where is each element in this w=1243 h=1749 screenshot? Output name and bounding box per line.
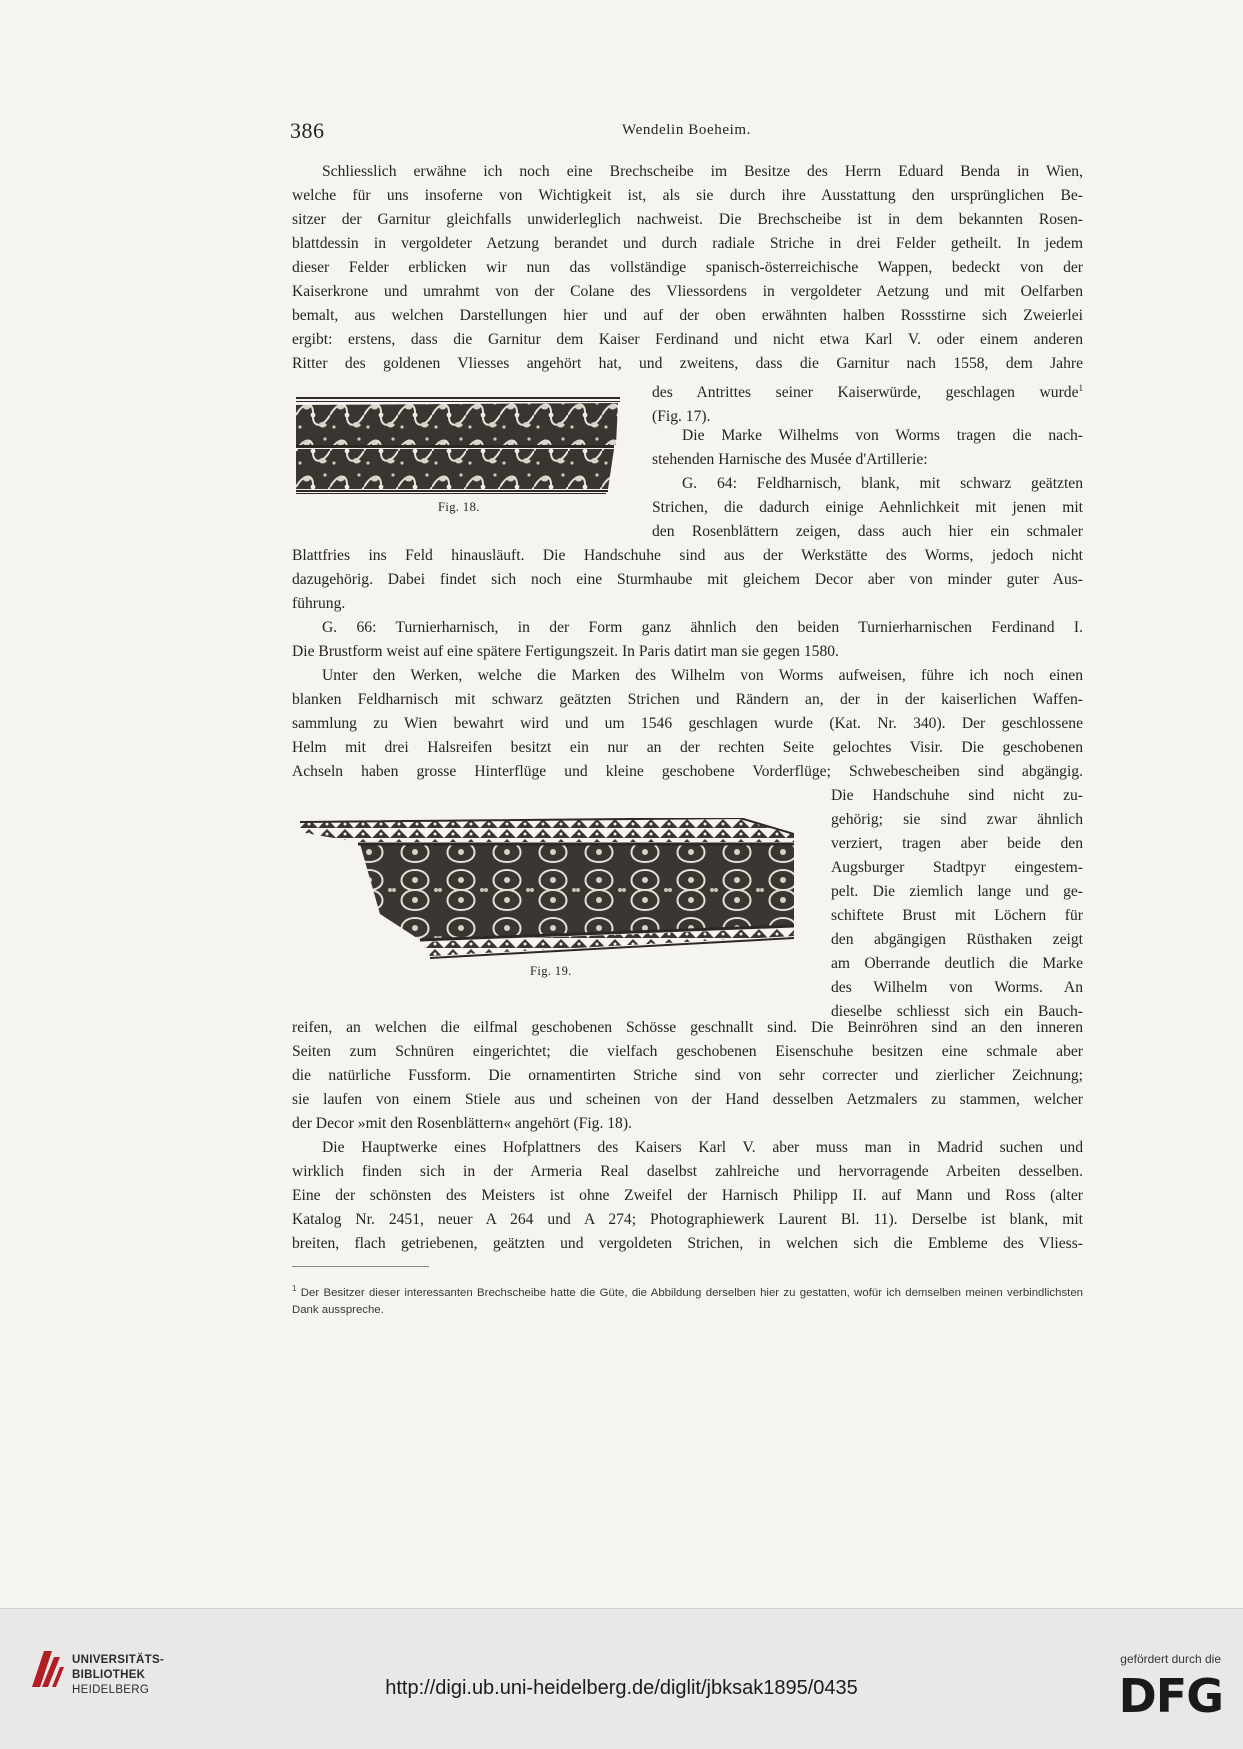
text-line: reifen, an welchen die eilfmal geschobenen Schösse geschnallt sind. Die Beinröhren sind an den inneren — [292, 1019, 1083, 1036]
text-line: Die Handschuhe sind nicht zu- — [831, 787, 1083, 804]
text-line: Die Brustform weist auf eine spätere Fertigungszeit. In Paris datirt man sie gegen 1580. — [292, 643, 839, 660]
footnote — [292, 1280, 1083, 1319]
text-line: Strichen, die dadurch einige Aehnlichkeit mit jenen mit — [652, 499, 1083, 516]
paragraph-5-tail — [292, 1016, 1083, 1136]
footnote-marker: 1 — [1078, 383, 1083, 393]
text-line: Kaiserkrone und umrahmt von der Colane des Vliessordens in vergoldeter Aetzung und mit Oelfarben — [292, 283, 1083, 300]
text-line: G. 64: Feldharnisch, blank, mit schwarz geätzten — [682, 475, 1083, 492]
paragraph-5 — [292, 664, 1083, 688]
page-number: 386 — [290, 118, 325, 143]
text-line: schiftete Brust mit Löchern für — [831, 907, 1083, 924]
text-line: wirklich finden sich in der Armeria Real daselbst zahlreiche und hervorragende Arbeiten desselben. — [292, 1163, 1083, 1180]
paragraph-3-cont — [292, 544, 1083, 616]
text-line: blanken Feldharnisch mit schwarz geätzten Strichen und Rändern an, der in der kaiserlichen Waffen- — [292, 691, 1083, 708]
paragraph-2-cont — [652, 448, 1083, 472]
paragraph-1-narrow — [652, 376, 1083, 429]
text-line: Achseln haben grosse Hinterflüge und kleine geschobene Vorderflüge; Schwebescheiben sind abgängig. — [292, 763, 1083, 780]
paragraph-5-cont — [292, 688, 1083, 784]
paragraph-1-cont — [292, 184, 1083, 376]
paragraph-3 — [652, 472, 1083, 496]
text-line: Ritter des goldenen Vliesses angehört hat, und zweitens, dass die Garnitur nach 1558, dem Jahre — [292, 355, 1083, 372]
document-url-link[interactable]: http://digi.ub.uni-heidelberg.de/diglit/jbksak1895/0435 — [385, 1677, 858, 1699]
text-line: dazugehörig. Dabei findet sich noch eine Sturmhaube mit gleichem Decor aber von minder guter Aus- — [292, 571, 1083, 588]
footnote-marker: 1 — [292, 1284, 297, 1293]
text-line: breiten, flach getriebenen, geätzten und vergoldeten Strichen, in welchen sich die Embleme des Vliess- — [292, 1235, 1083, 1252]
text-line: Schliesslich erwähne ich noch eine Brechscheibe im Besitze des Herrn Eduard Benda in Wien, — [322, 163, 1083, 180]
text-line: Augsburger Stadtpyr eingestem- — [831, 859, 1083, 876]
paragraph-6 — [292, 1136, 1083, 1160]
library-name-line: UNIVERSITÄTS- — [72, 1654, 165, 1666]
paragraph-3-narrow — [652, 496, 1083, 544]
footnote-rule — [292, 1266, 429, 1267]
paragraph-4 — [292, 616, 1083, 640]
page-header — [290, 118, 1083, 148]
text-line: Helm mit drei Halsreifen besitzt ein nur an der rechten Seite gelochtes Visir. Die geschobenen — [292, 739, 1083, 756]
paragraph-4-cont — [292, 640, 1083, 664]
text-line: bemalt, aus welchen Darstellungen hier und auf der oben erwähnten halben Rossstirne sich Zweierlei — [292, 307, 1083, 324]
dfg-logo[interactable] — [1118, 1669, 1223, 1723]
text-line: Die Hauptwerke eines Hofplattners des Kaisers Karl V. aber muss man in Madrid suchen und — [322, 1139, 1083, 1156]
text-line: stehenden Harnische des Musée d'Artillerie: — [652, 451, 928, 468]
text-line: am Oberrande deutlich die Marke — [831, 955, 1083, 972]
paragraph-2 — [652, 424, 1083, 448]
text-line: (Fig. 17). — [652, 408, 711, 426]
text-line: welche für uns insoferne von Wichtigkeit ist, als sie durch ihre Ausstattung den ursprünglichen Be- — [292, 187, 1083, 204]
text-line: gehörig; sie sind zwar ähnlich — [831, 811, 1083, 828]
paragraph-1 — [292, 160, 1083, 184]
footnote-text: Der Besitzer dieser interessanten Brechscheibe hatte die Güte, die Abbildung derselben hier zu gestatten, wofür ich demselben meinen verbindlichsten Dank ausspreche. — [292, 1286, 1083, 1316]
figure-18-caption: Fig. 18. — [438, 500, 480, 514]
funding-label: gefördert durch die — [1120, 1652, 1221, 1666]
dfg-logo-text: DFG — [1118, 1669, 1223, 1723]
text-line: Unter den Werken, welche die Marken des Wilhelm von Worms aufweisen, führe ich noch einen — [322, 667, 1083, 684]
text-line: sitzer der Garnitur gleichfalls unwiderleglich nachweist. Die Brechscheibe ist in dem bekannten Rosen- — [292, 211, 1083, 228]
text-line: den abgängigen Rüsthaken zeigt — [831, 931, 1083, 948]
library-name-line: BIBLIOTHEK — [72, 1669, 146, 1681]
text-line: Die Marke Wilhelms von Worms tragen die nach- — [682, 427, 1083, 444]
text-line: dieselbe schliesst sich ein Bauch- — [831, 1003, 1083, 1020]
text-line: Katalog Nr. 2451, neuer A 264 und A 274; Photographiewerk Laurent Bl. 11). Derselbe ist blank, mit — [292, 1211, 1083, 1228]
figure-18-ornament — [296, 397, 620, 496]
text-line: des Wilhelm von Worms. An — [831, 979, 1083, 996]
text-line: sie laufen von einem Stiele aus und scheinen von der Hand desselben Aetzmalers zu stammen, welcher — [292, 1091, 1083, 1108]
text-line: pelt. Die ziemlich lange und ge- — [831, 883, 1083, 900]
viewer-footer — [0, 1608, 1243, 1749]
text-line: ergibt: erstens, dass die Garnitur dem Kaiser Ferdinand und nicht etwa Karl V. oder einem anderen — [292, 331, 1083, 348]
running-head: Wendelin Boeheim. — [622, 122, 751, 138]
text-line: führung. — [292, 595, 346, 612]
text-line: verziert, tragen aber beide den — [831, 835, 1083, 852]
text-line: Seiten zum Schnüren eingerichtet; die vielfach geschobenen Eisenschuhe besitzen eine schmale aber — [292, 1043, 1083, 1060]
text-line: blattdessin in vergoldeter Aetzung berandet und durch radiale Striche in drei Felder getheilt. In jedem — [292, 235, 1083, 252]
text-line: dieser Felder erblicken wir nun das vollständige spanisch-österreichische Wappen, bedeckt von der — [292, 259, 1083, 276]
text-line: die natürliche Fussform. Die ornamentirten Striche sind von sehr correcter und zierlicher Zeichnung; — [292, 1067, 1083, 1084]
figure-19-ornament — [300, 818, 794, 962]
text-line: Blattfries ins Feld hinausläuft. Die Handschuhe sind aus der Werkstätte des Worms, jedoch nicht — [292, 547, 1083, 564]
paragraph-5-narrow — [831, 784, 1083, 1024]
figure-19-caption: Fig. 19. — [530, 964, 572, 978]
library-name-line: HEIDELBERG — [72, 1684, 150, 1696]
text-line: den Rosenblättern zeigen, dass auch hier ein schmaler — [652, 523, 1083, 540]
text-line: der Decor »mit den Rosenblättern« angehört (Fig. 18). — [292, 1115, 632, 1132]
text-line: des Antrittes seiner Kaiserwürde, geschlagen wurde$^1$ — [652, 383, 1083, 402]
text-line: Eine der schönsten des Meisters ist ohne Zweifel der Harnisch Philipp II. auf Mann und Ross (alter — [292, 1187, 1083, 1204]
paragraph-6-cont — [292, 1160, 1083, 1256]
text-line: sammlung zu Wien bewahrt wird und um 1546 geschlagen wurde (Kat. Nr. 340). Der geschlossene — [292, 715, 1083, 732]
text-line: G. 66: Turnierharnisch, in der Form ganz ähnlich den beiden Turnierharnischen Ferdinand I. — [322, 619, 1083, 636]
